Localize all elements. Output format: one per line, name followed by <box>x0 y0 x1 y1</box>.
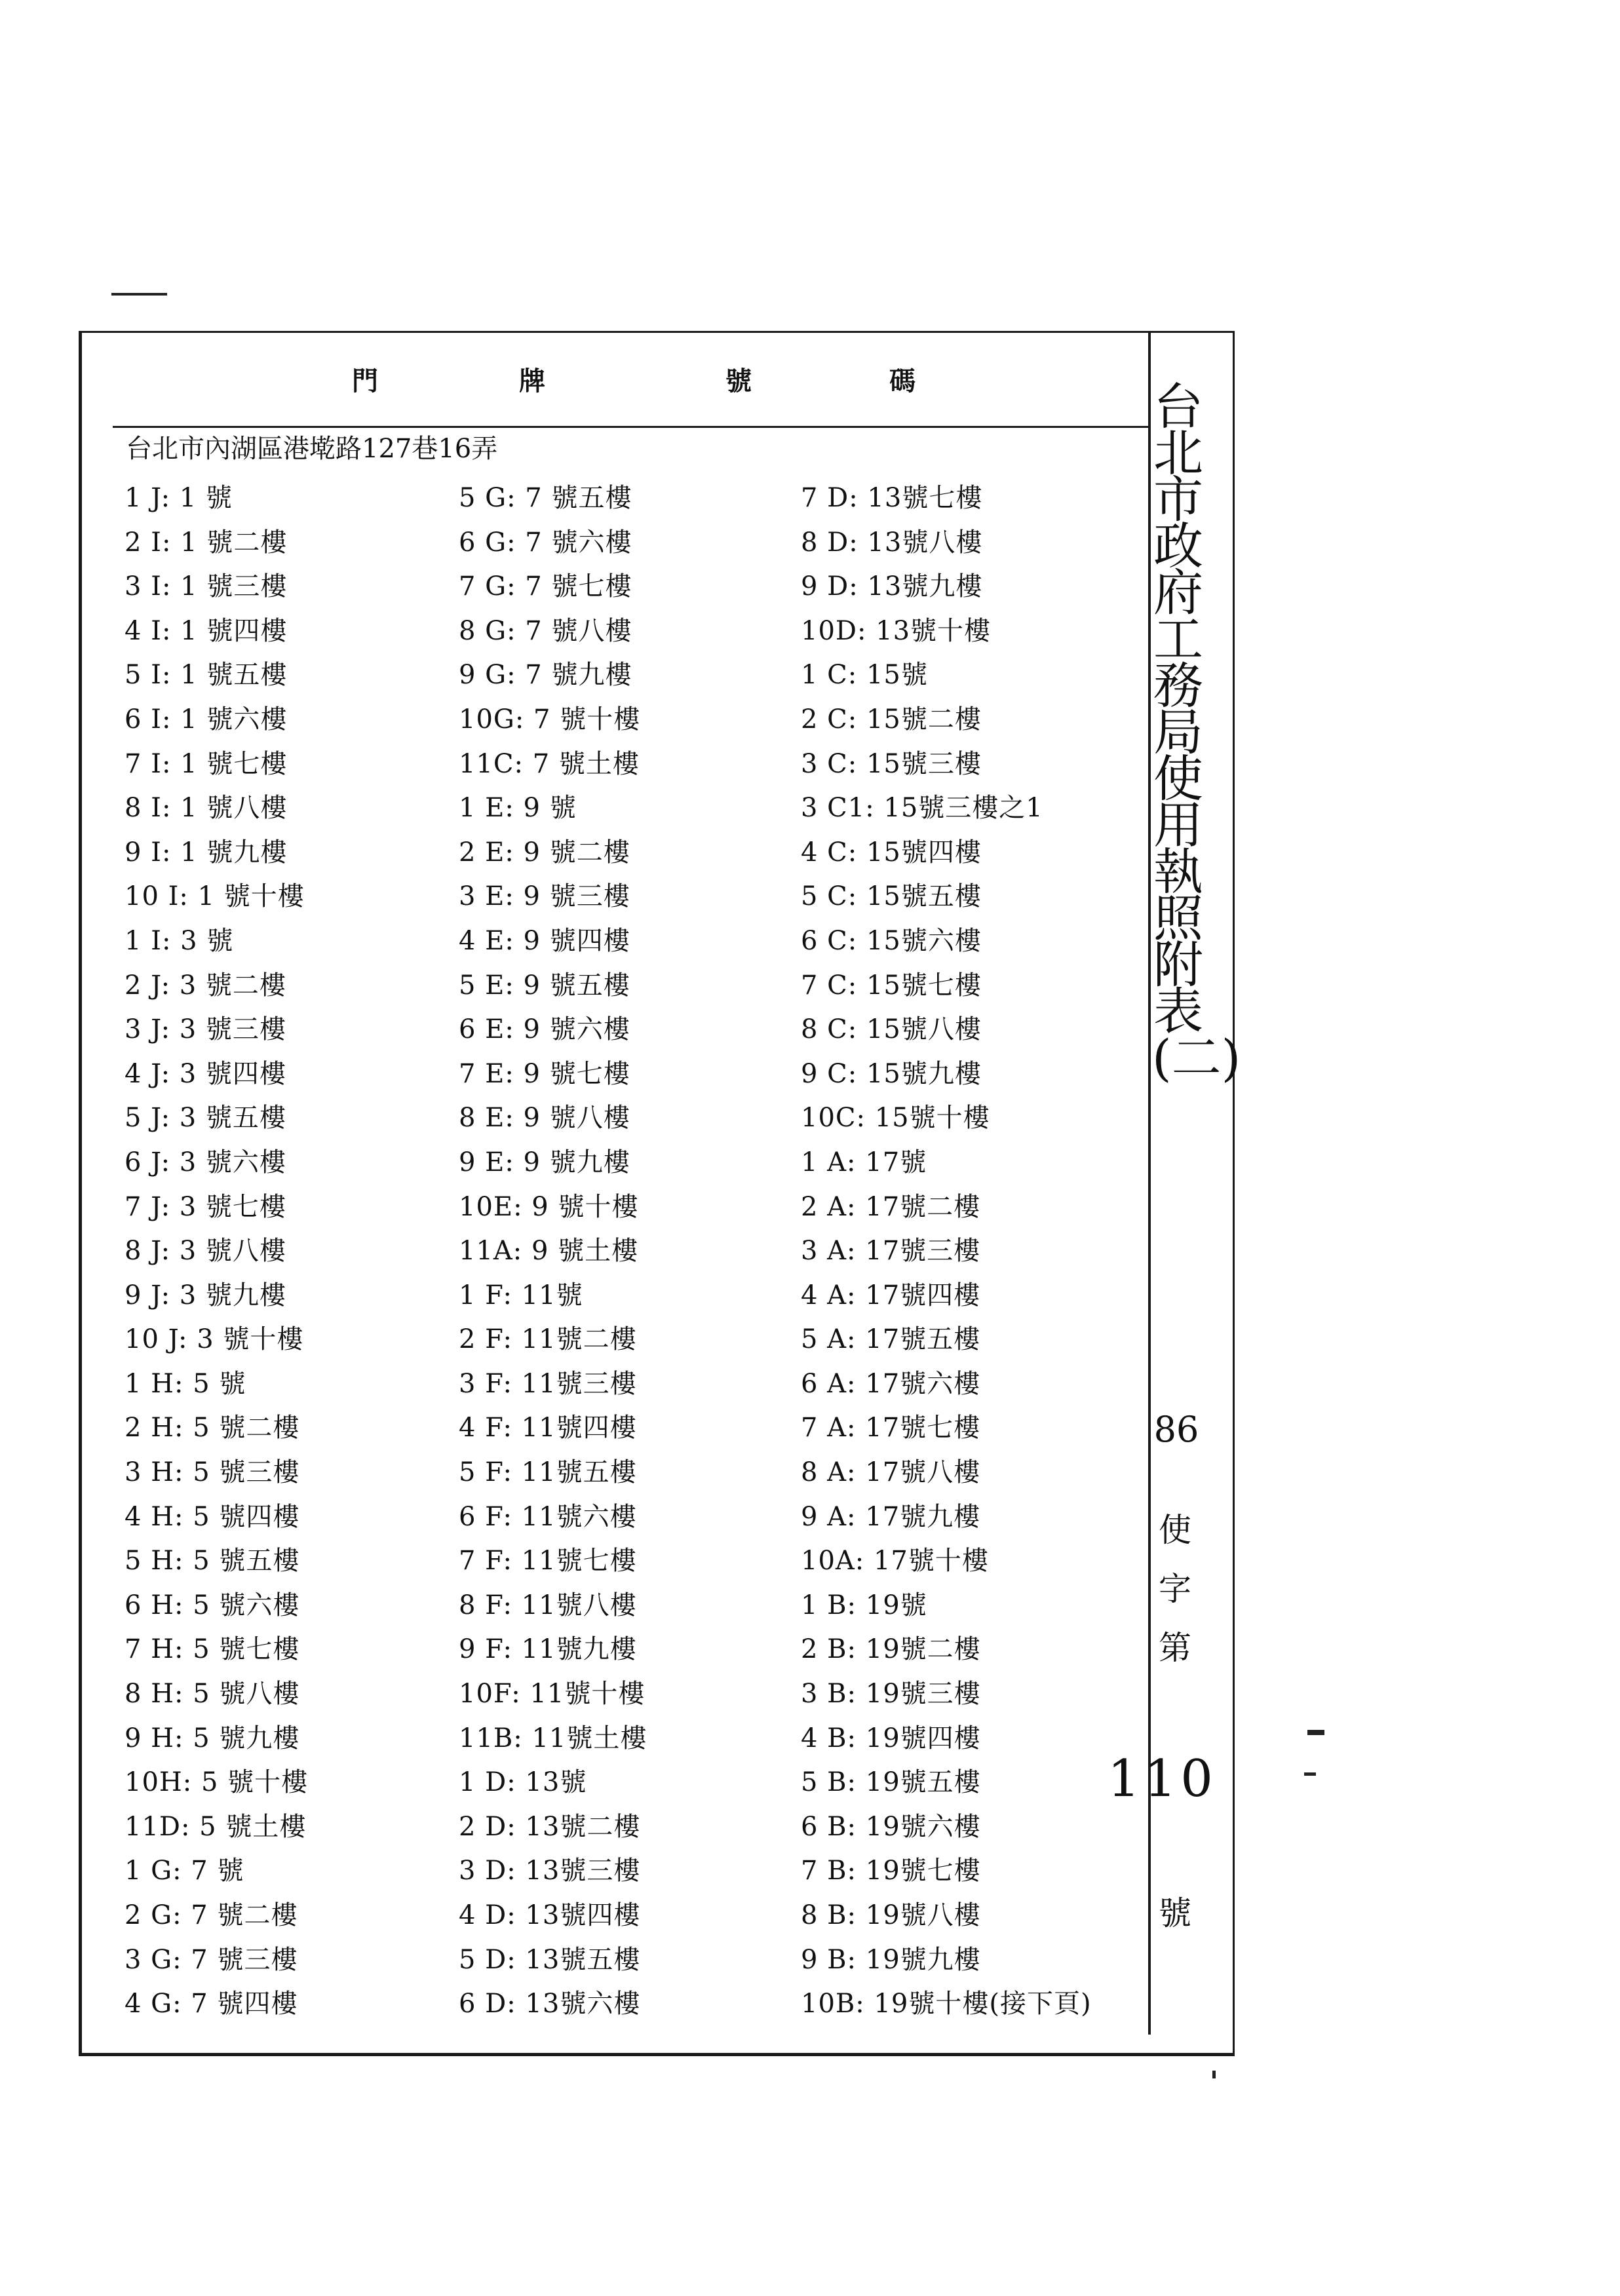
permit-char: 字 <box>1159 1570 1191 1608</box>
address-entry: 8 B: 19號八樓 <box>801 1900 981 1930</box>
address-entry: 1 B: 19號 <box>801 1590 927 1620</box>
side-title-char: 照 <box>1153 889 1203 947</box>
address-entry: 8 E: 9 號八樓 <box>459 1103 630 1134</box>
address-entry: 8 J: 3 號八樓 <box>125 1236 286 1267</box>
address-entry: 8 A: 17號八樓 <box>801 1457 981 1488</box>
address-entry: 2 C: 15號二樓 <box>801 704 982 735</box>
address-entry: 6 H: 5 號六樓 <box>125 1590 300 1620</box>
side-title-char: 用 <box>1153 796 1203 854</box>
address-entry: 4 F: 11號四樓 <box>459 1413 637 1444</box>
address-entry: 10H: 5 號十樓 <box>125 1767 309 1798</box>
side-title-char: 府 <box>1153 564 1203 622</box>
address-entry: 5 E: 9 號五樓 <box>459 970 630 1001</box>
side-title-char: 政 <box>1153 517 1203 575</box>
address-entry: 10B: 19號十樓(接下頁) <box>801 1989 1092 2019</box>
address-entry: 5 B: 19號五樓 <box>801 1767 981 1798</box>
side-title-char: 市 <box>1153 470 1203 529</box>
side-title-char: 使 <box>1153 750 1203 808</box>
address-entry: 6 C: 15號六樓 <box>801 925 982 956</box>
address-entry: 9 F: 11號九樓 <box>459 1634 637 1665</box>
address-entry: 11D: 5 號土樓 <box>125 1811 307 1842</box>
address-entry: 2 E: 9 號二樓 <box>459 837 630 868</box>
address-entry: 7 H: 5 號七樓 <box>125 1634 300 1665</box>
side-title-char: 務 <box>1153 657 1203 715</box>
side-title-char: 表 <box>1153 982 1203 1041</box>
address-entry: 2 J: 3 號二樓 <box>125 970 286 1001</box>
address-entry: 4 A: 17號四樓 <box>801 1280 981 1311</box>
address-entry: 10F: 11號十樓 <box>459 1679 646 1710</box>
side-title-char: 局 <box>1153 703 1203 761</box>
permit-year: 86 <box>1153 1409 1199 1450</box>
address-entry: 6 G: 7 號六樓 <box>459 527 632 558</box>
scan-mark <box>111 293 167 296</box>
house-number-table <box>113 331 1151 2035</box>
side-title <box>1152 377 1241 1087</box>
address-entry: 8 C: 15號八樓 <box>801 1014 982 1045</box>
address-entry: 1 D: 13號 <box>459 1767 587 1798</box>
address-entry: 9 A: 17號九樓 <box>801 1501 981 1532</box>
scan-mark <box>1304 1772 1316 1776</box>
address-entry: 11B: 11號土樓 <box>459 1723 647 1753</box>
address-entry: 11A: 9 號土樓 <box>459 1236 639 1267</box>
address-entry: 1 C: 15號 <box>801 660 928 691</box>
address-entry: 3 B: 19號三樓 <box>801 1679 981 1710</box>
address-entry: 9 G: 7 號九樓 <box>459 660 632 691</box>
address-entry: 5 A: 17號五樓 <box>801 1324 981 1355</box>
address-entry: 7 C: 15號七樓 <box>801 970 982 1001</box>
address-entry: 11C: 7 號土樓 <box>459 748 640 779</box>
address-entry: 9 I: 1 號九樓 <box>125 837 288 868</box>
address-entry: 6 J: 3 號六樓 <box>125 1147 286 1177</box>
address-entry: 1 F: 11號 <box>459 1280 583 1311</box>
address-entry: 4 H: 5 號四樓 <box>125 1501 300 1532</box>
address-entry: 8 G: 7 號八樓 <box>459 615 632 646</box>
column-3 <box>801 476 1092 2027</box>
address-entry: 10 J: 3 號十樓 <box>125 1324 304 1355</box>
address-entry: 1 H: 5 號 <box>125 1368 246 1399</box>
address-entry: 8 H: 5 號八樓 <box>125 1679 300 1710</box>
address-entry: 3 J: 3 號三樓 <box>125 1014 286 1045</box>
address-entry: 3 E: 9 號三樓 <box>459 881 630 912</box>
address-entry: 7 D: 13號七樓 <box>801 483 983 513</box>
address-entry: 4 I: 1 號四樓 <box>125 615 288 646</box>
address-entry: 6 D: 13號六樓 <box>459 1989 641 2019</box>
address-entry: 10 I: 1 號十樓 <box>125 881 305 912</box>
street-address: 台北市內湖區港墘路127巷16弄 <box>126 434 498 464</box>
side-title-char: 執 <box>1153 843 1203 901</box>
permit-char: 使 <box>1159 1511 1191 1549</box>
column-1 <box>125 476 308 2027</box>
address-entry: 3 I: 1 號三樓 <box>125 571 288 602</box>
address-entry: 9 J: 3 號九樓 <box>125 1280 286 1311</box>
address-entry: 10E: 9 號十樓 <box>459 1191 639 1222</box>
address-entry: 7 G: 7 號七樓 <box>459 571 632 602</box>
address-entry: 7 A: 17號七樓 <box>801 1413 981 1444</box>
side-title-char: (二) <box>1152 1029 1241 1087</box>
address-entry: 6 E: 9 號六樓 <box>459 1014 630 1045</box>
address-entry: 4 E: 9 號四樓 <box>459 925 630 956</box>
address-entry: 3 C: 15號三樓 <box>801 748 982 779</box>
address-entry: 4 C: 15號四樓 <box>801 837 982 868</box>
header-char: 門 <box>352 366 378 396</box>
address-entry: 3 A: 17號三樓 <box>801 1236 981 1267</box>
address-entry: 7 F: 11號七樓 <box>459 1546 637 1577</box>
address-entry: 1 G: 7 號 <box>125 1856 244 1886</box>
side-title-char: 附 <box>1153 936 1203 994</box>
address-entry: 4 B: 19號四樓 <box>801 1723 981 1753</box>
address-entry: 2 A: 17號二樓 <box>801 1191 981 1222</box>
address-entry: 9 E: 9 號九樓 <box>459 1147 630 1177</box>
address-entry: 4 J: 3 號四樓 <box>125 1058 286 1089</box>
address-entry: 3 C1: 15號三樓之1 <box>801 793 1043 824</box>
address-entry: 9 C: 15號九樓 <box>801 1058 982 1089</box>
address-entry: 2 I: 1 號二樓 <box>125 527 288 558</box>
address-entry: 1 E: 9 號 <box>459 793 577 824</box>
address-entry: 3 F: 11號三樓 <box>459 1368 637 1399</box>
address-entry: 10C: 15號十樓 <box>801 1103 990 1134</box>
permit-number: 110 <box>1108 1750 1217 1808</box>
address-entry: 7 I: 1 號七樓 <box>125 748 288 779</box>
header-char: 牌 <box>519 366 545 396</box>
permit-suffix: 號 <box>1159 1894 1191 1932</box>
permit-char: 第 <box>1159 1629 1191 1667</box>
address-entry: 2 G: 7 號二樓 <box>125 1900 298 1930</box>
address-entry: 2 F: 11號二樓 <box>459 1324 637 1355</box>
address-entry: 8 F: 11號八樓 <box>459 1590 637 1620</box>
address-entry: 3 D: 13號三樓 <box>459 1856 641 1886</box>
address-entry: 9 B: 19號九樓 <box>801 1944 981 1975</box>
scan-mark <box>1307 1730 1324 1735</box>
address-entry: 7 B: 19號七樓 <box>801 1856 981 1886</box>
address-entry: 3 G: 7 號三樓 <box>125 1944 298 1975</box>
address-entry: 2 D: 13號二樓 <box>459 1811 641 1842</box>
address-entry: 1 J: 1 號 <box>125 483 233 513</box>
address-entry: 4 D: 13號四樓 <box>459 1900 641 1930</box>
address-entry: 5 C: 15號五樓 <box>801 881 982 912</box>
address-entry: 5 H: 5 號五樓 <box>125 1546 300 1577</box>
address-entry: 10D: 13號十樓 <box>801 615 992 646</box>
address-entry: 5 G: 7 號五樓 <box>459 483 632 513</box>
address-entry: 8 I: 1 號八樓 <box>125 793 288 824</box>
address-entry: 9 D: 13號九樓 <box>801 571 983 602</box>
address-entry: 8 D: 13號八樓 <box>801 527 983 558</box>
address-entry: 5 F: 11號五樓 <box>459 1457 637 1488</box>
table-header <box>113 331 1148 428</box>
address-entry: 2 H: 5 號二樓 <box>125 1413 300 1444</box>
address-entry: 1 I: 3 號 <box>125 925 234 956</box>
address-entry: 6 F: 11號六樓 <box>459 1501 637 1532</box>
address-entry: 6 B: 19號六樓 <box>801 1811 981 1842</box>
address-entry: 5 D: 13號五樓 <box>459 1944 641 1975</box>
address-entry: 2 B: 19號二樓 <box>801 1634 981 1665</box>
address-entry: 5 I: 1 號五樓 <box>125 660 288 691</box>
address-entry: 9 H: 5 號九樓 <box>125 1723 300 1753</box>
address-entry: 10A: 17號十樓 <box>801 1546 989 1577</box>
address-entry: 10G: 7 號十樓 <box>459 704 641 735</box>
scan-mark <box>1212 2071 1216 2078</box>
header-char: 碼 <box>889 366 916 396</box>
side-title-char: 北 <box>1153 424 1203 482</box>
address-entry: 6 I: 1 號六樓 <box>125 704 288 735</box>
address-entry: 3 H: 5 號三樓 <box>125 1457 300 1488</box>
address-entry: 1 A: 17號 <box>801 1147 927 1177</box>
header-char: 號 <box>725 366 752 396</box>
address-entry: 7 J: 3 號七樓 <box>125 1191 286 1222</box>
address-entry: 7 E: 9 號七樓 <box>459 1058 630 1089</box>
column-2 <box>459 476 647 2027</box>
address-entry: 5 J: 3 號五樓 <box>125 1103 286 1134</box>
address-entry: 6 A: 17號六樓 <box>801 1368 981 1399</box>
side-title-char: 工 <box>1153 610 1203 668</box>
address-entry: 4 G: 7 號四樓 <box>125 1989 298 2019</box>
side-title-char: 台 <box>1153 377 1203 436</box>
